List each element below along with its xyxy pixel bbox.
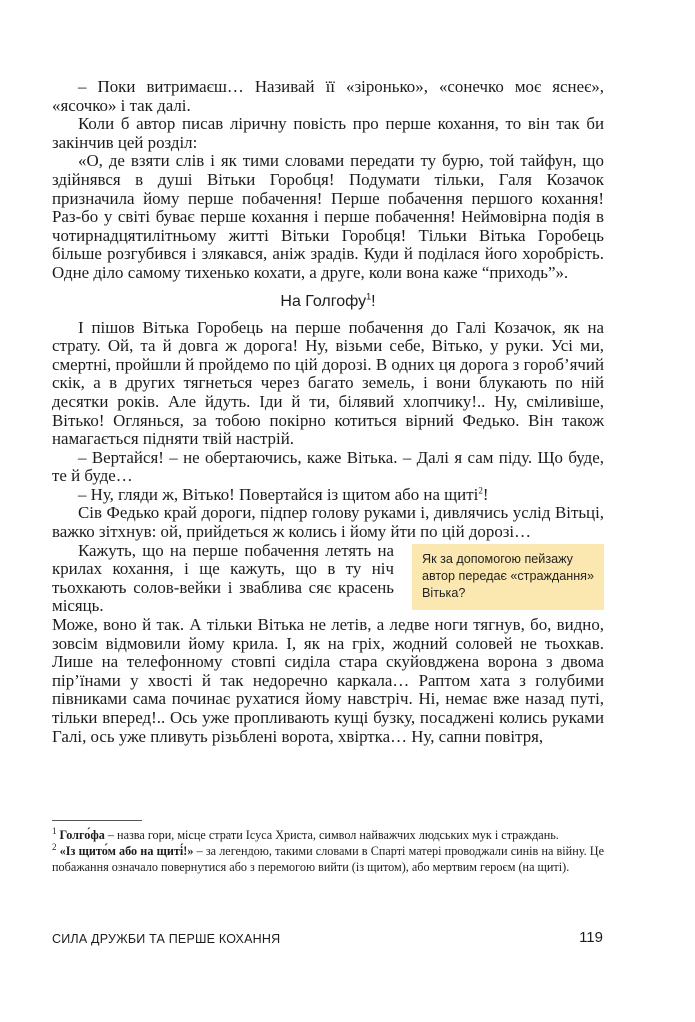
paragraph: «О, де взяти слів і як тими словами передати ту бурю, той тайфун, що здійнявся в душі Вітьки Горобця! Подумати тільки, Галя Козачок призначила йому перше побачення! Перше побачення першого кохання! Раз-бо у світі буває перше кохання і перше побачення! Неймовірна подія в чотирнадцятилітньому житті Вітьки Горобця! Тільки Вітька Горобець більше розгубився і злякався, аніж зрадів. Куди й поділася його хоробрість. Одне діло самому тихенько кохати, а друге, коли вона каже “приходь”». (52, 151, 604, 282)
footnote-term: «Із щито́м або на щиті́!» (59, 844, 194, 859)
section-heading-text: На Голгофу (280, 292, 367, 310)
footnote-number: 1 (52, 825, 57, 836)
footnote-ref-2[interactable]: 2 (478, 485, 483, 496)
paragraph-text: – Ну, гляди ж, Вітько! Повертайся із щитом або на щиті (78, 484, 479, 504)
footnote-term: Голго́фа (59, 828, 105, 842)
question-wrap (52, 542, 604, 616)
footnote-ref-1[interactable]: 1 (366, 291, 372, 302)
footnote-2 (52, 844, 604, 875)
question-box: Як за допомогою пейзажу автор передає «страждання» Вітька? (412, 544, 604, 610)
footnote-divider (52, 820, 142, 821)
paragraph: – Вертайся! – не обертаючись, каже Вітька. – Далі я сам піду. Що буде, те й буде… (52, 447, 604, 486)
footnote-number: 2 (52, 842, 57, 853)
paragraph (52, 486, 604, 505)
running-footer: СИЛА ДРУЖБИ ТА ПЕРШЕ КОХАННЯ (52, 932, 281, 946)
footnote-1 (52, 825, 604, 843)
paragraph-text-end: ! (482, 484, 489, 504)
paragraph: І пішов Вітька Горобець на перше побачення до Галі Козачок, як на страту. Ой, та й довга ж дорога! Ну, візьми себе, Вітько, у руки. Усі ми, смертні, пройшли й пройдемо по цій дорозі. В одних ця дорога з гороб’ячий скік, а в других тягнеться через багато земель, і вони блукають по ній десятки років. Але йдуть. Іди й ти, білявий хлопчику!.. Ну, сміливіше, Вітько! Оглянься, за тобою покірно котиться вірний Федько. Він також намагається підняти твій настрій. (52, 317, 604, 449)
paragraph: Кажуть, що на перше побачення летять на крилах кохання, і ще кажуть, що в ту ніч тьохкають солов-вейки і зваблива сяє красень місяць. (52, 541, 394, 616)
section-heading (52, 292, 604, 312)
paragraph: Сів Федько край дороги, підпер голову руками і, дивлячись услід Вітьці, важко зітхнув: ой, прийдеться ж колись і йому йти по цій дорозі… (52, 503, 604, 542)
paragraph: – Поки витримаєш… Називай її «зіронько», «сонечко моє яснеє», «ясочко» і так далі. (52, 77, 604, 115)
section-heading-end: ! (371, 292, 376, 310)
main-text (52, 78, 604, 746)
page-number: 119 (579, 929, 603, 946)
paragraph: Коли б автор писав ліричну повість про перше кохання, то він так би закінчив цей розділ: (52, 114, 604, 152)
footnote-text: – назва гори, місце страти Ісуса Христа, символ найважчих людських мук і страждань. (104, 828, 559, 842)
footnotes (52, 825, 605, 876)
footnote-text: – за легендою, такими словами в Спарті матері проводжали синів на війну. Це побажання означало повернутися або з перемогою вийти (із щитом), або мертвим героєм (на щиті). (52, 844, 605, 874)
paragraph: Може, воно й так. А тільки Вітька не летів, а ледве ноги тягнув, бо, видно, зовсім відмовили йому крила. І, як на гріх, жодний соловей не тьохкав. Лише на телефонному стовпі сиділа стара скуйовджена ворона з двома пір’їнами у хвості й так недоречно каркала… Раптом хата з голубими півниками сама починає рухатися йому навстріч. Ні, немає вже назад путі, тільки вперед!.. Ось уже пропливають кущі бузку, посаджені колись руками Галі, ось уже пливуть різьблені ворота, хвіртка… Ну, сапни повітря, (52, 615, 604, 746)
